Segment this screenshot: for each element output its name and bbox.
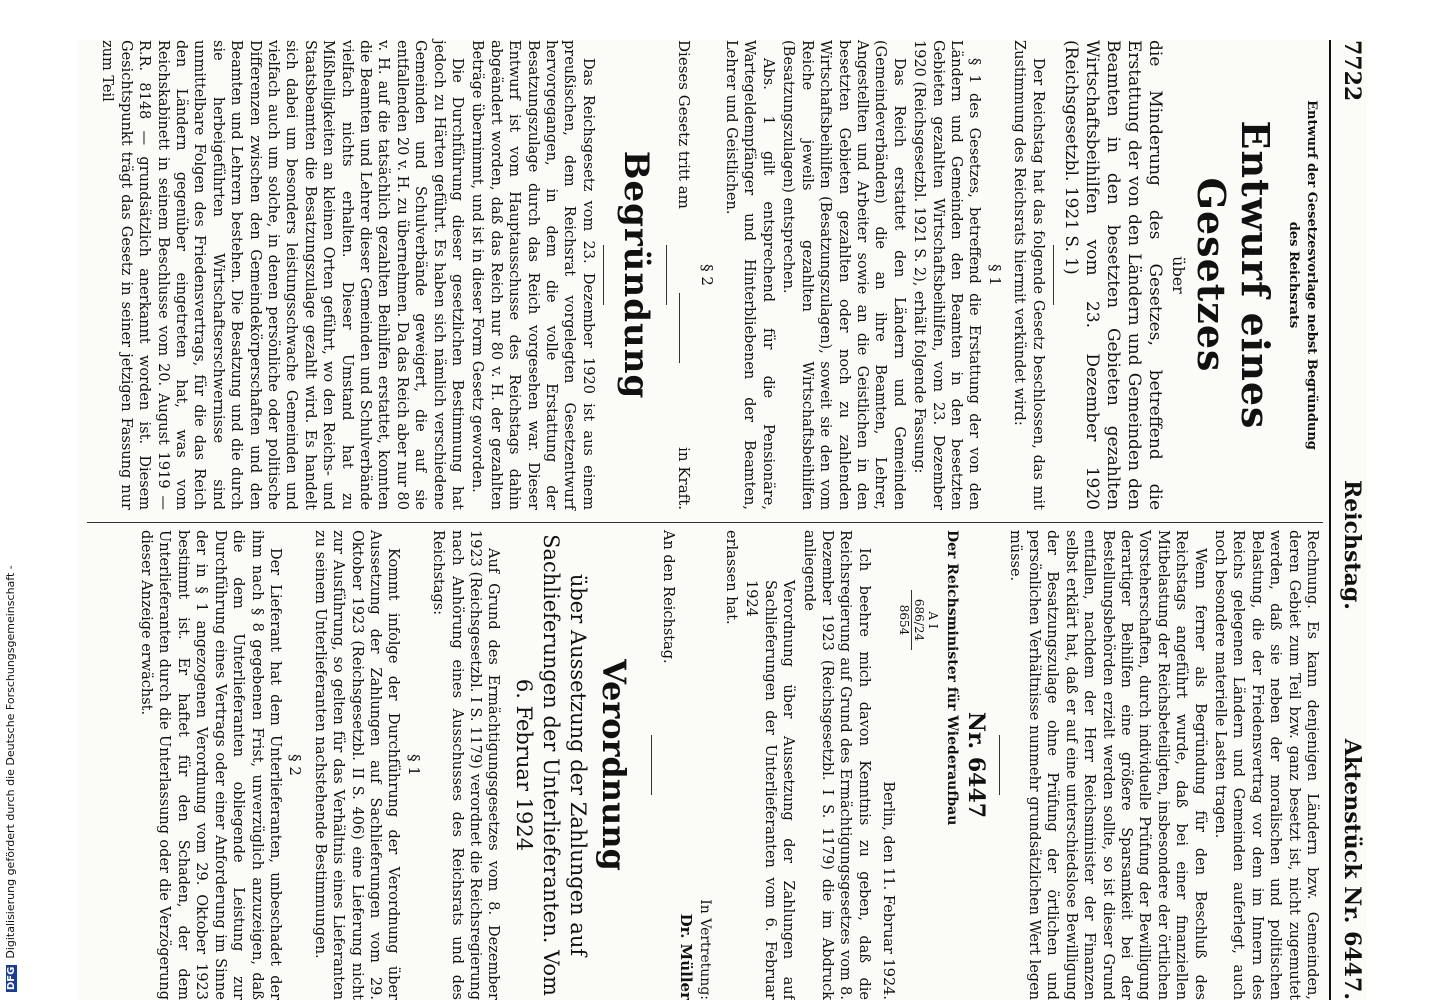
paragraph-sign-1: § 1 — [985, 264, 1004, 286]
inkraft-left: Dieses Gesetz tritt am — [675, 40, 694, 209]
document-number: Nr. 6447 — [963, 711, 990, 819]
left-column — [96, 40, 1321, 510]
signer-name: Dr. Müller — [677, 913, 696, 1000]
verordnung-title: Verordnung — [595, 659, 634, 871]
file-reference-top: A I 686/24 — [912, 598, 941, 642]
paragraph-sign-2: § 2 — [697, 264, 716, 286]
divider — [999, 735, 1000, 795]
file-reference — [897, 590, 940, 650]
law-subtitle: die Minderung des Gesetzes, betreffend die Erstattung der von den Ländern und Gemeinden den Beamten in den besetzten Gebieten gezahlten Wirtschaftsbeihilfen vom 23. Dezember 1920 (Reichsgesetzbl. 1921 S. 1) — [1060, 40, 1165, 510]
signature-block — [677, 530, 714, 1000]
heading-small-1: Entwurf der Gesetzesvorlage nebst Begründung — [1304, 100, 1319, 450]
verordnung-text-2: Der Lieferant hat dem Unterlieferanten, unbeschadet der ihm nach § 8 gegebenen Frist, unverzüglich anzuzeigen, daß die dem Unterlieferanten obliegende Leistung zur Durchführung eines Vertrags oder einer Anforderung im Sinne der in § 1 angezogenen Verordnung vom 29. Oktober 1923 bestimmt ist. Er haftet für den Schaden, der dem Unterlieferanten durch die Unterlassung oder die Verzögerung dieser Anzeige erwächst. — [138, 530, 283, 1000]
continuation-paragraph: Rechnung. Es kann denjenigen Ländern bzw. Gemeinden, deren Gebiet zum Teil bzw. ganz besetzt ist, nicht zugemutet werden, daß sie neben der moralischen und politischen Belastung, die der Friedensvertrag vor dem im Innern des Reichs gelegenen Ländern und Gemeinden auferlegt, auch noch besondere materielle Lasten tragen. — [1211, 530, 1320, 1000]
divider — [651, 735, 652, 795]
begruendung-paragraph-2: Die Durchführung dieser gesetzlichen Bestimmung hat jedoch zu Härten geführt. Es haben sich nämlich verschiedene Gemeinden und Schulverbände geweigert, die auf sie entfallenden 20 v. H. zu übernehmen. Da das Reich aber nur 80 v. H. auf die tatsächlich gezahlten Beihilfen erstattet, konnten die Beamten und Lehrer dieser Gemeinden und Schulverbände vielfach nichts erhalten. Dieser Umstand hat zu Mißhelligkeiten an kleinen Orten geführt, wo den Reichs- und Staatsbeamten die Besatzungszulage gezahlt wird. Es handelt sich dabei um besonders leistungsschwache Gemeinden und vielfach auch um solche, in denen persönliche oder politische Differenzen zwischen den Gemeindekörperschaften und den Beamten und Lehrern bestehen. Die Besatzung und die durch sie herbeigeführten Wirtschaftserschwernisse sind unmittelbare Folgen des Friedensvertrags, für die das Reich den Ländern gegenüber eingetreten hat, was vom Reichskabinett in seinem Beschlusse vom 20. August 1919 — R.R. 8148 — grundsätzlich anerkannt worden ist. Diesem Gesichtspunkt trägt das Gesetz in seiner jetzigen Fassung nur zum Teil — [99, 40, 466, 510]
entry-into-force — [675, 40, 693, 510]
divider — [666, 245, 667, 305]
letter-text: Ich beehre mich davon Kenntnis zu geben, daß die Reichsregierung auf Grund des Ermächtigungsgesetzes vom 8. Dezember 1923 (Reichsgesetzbl. I S. 1179) die im Abdruck anliegende — [800, 530, 872, 1000]
date-blank — [679, 293, 693, 363]
ueber-label: über — [1169, 256, 1188, 294]
verordnung-paragraph-sign-1: § 1 — [404, 754, 423, 776]
continuation-paragraph-2: Wenn ferner als Begründung für den Beschluß des Reichstags angeführt wurde, daß bei einer finanziellen Mitbelastung der Reichsbeteiligten, insbesondere der örtlichen Vorsteherschaften, durch individuelle Prüfung der Bewilligung derartiger Beihilfen eine größere Sparsamkeit bei der Bestellungsbehörden erzielt werden sollte, so ist dieser Grund entfallen, nachdem der Herr Reichsminister der Finanzen selbst erklärt hat, daß er auf eine unterschiedslose Bewilligung der Besatzungszulage ohne Prüfung der örtlichen und persönlichen Verhältnisse nunmehr grundsätzlichen Wert legen müsse. — [1007, 530, 1208, 1000]
letter-block: Verordnung über Aussetzung der Zahlungen auf Sachlieferungen der Unterlieferanten vom 6. Februar 1924 — [743, 580, 797, 1000]
inkraft-right: in Kraft. — [675, 447, 694, 510]
begruendung-title: Begründung — [615, 150, 656, 400]
law-text-3: Abs. 1 gilt entsprechend für die Pensionäre, Wartegeldempfänger und Hinterbliebenen der Beamten, Lehrer und Geistlichen. — [723, 40, 776, 510]
in-vertretung: In Vertretung: — [696, 899, 713, 1000]
dfg-logo: DFG — [6, 966, 17, 990]
running-head — [1329, 40, 1367, 1000]
intro-paragraph: Der Reichstag hat das folgende Gesetz beschlossen, das mit Zustimmung des Reichsrats hiermit verkündet wird: — [1011, 40, 1046, 510]
heading-small-2: des Reichsrats — [1286, 221, 1301, 329]
law-title: Entwurf eines Gesetzes — [1189, 120, 1278, 430]
verordnung-text-1: Kommt infolge der Durchführung der Verordnung über Aussetzung der Zahlungen auf Sachlieferungen vom 29. Oktober 1923 (Reichsgesetzbl. II S. 406) eine Lieferung nicht zur Ausführung, so gelten für das Verhältnis eines Lieferanten zu seinem Unterlieferanten nachstehende Bestimmungen. — [311, 530, 402, 1000]
page-number: 7722 — [1339, 40, 1365, 102]
running-head-title: Reichstag. — [1339, 480, 1365, 610]
erlassen-text: erlassen hat. — [723, 530, 740, 625]
dateline: Berlin, den 11. Februar 1924. — [880, 781, 897, 1000]
law-text-2: Das Reich erstattet den Ländern und Gemeinden (Gemeindeverbänden) die an ihre Beamten, Lehrer, Angestellten und Arbeiter sowie an die Geistlichen in den besetzten Gebieten gezahlten oder noch zu zahlenden Wirtschaftsbeihilfen (Besatzungszulagen), soweit sie den vom Reiche jeweils gezahlten Wirtschaftsbeihilfen (Besatzungszulagen) entsprechen. — [780, 40, 907, 510]
file-reference-bottom: 8654 — [897, 590, 912, 650]
right-column — [135, 530, 1321, 1000]
column-divider — [87, 522, 1323, 523]
credit-text: Digitalisierung gefördert durch die Deutsche Forschungsgemeinschaft - — [4, 565, 17, 959]
document-reference: Aktenstück Nr. 6447. — [1339, 738, 1365, 1000]
document-page — [77, 40, 1367, 1000]
verordnung-paragraph-sign-2: § 2 — [286, 754, 305, 776]
divider — [603, 245, 604, 305]
addressee: An den Reichstag. — [659, 530, 676, 664]
digitization-credit — [4, 565, 17, 992]
divider — [1053, 245, 1054, 305]
verordnung-subtitle: über Aussetzung der Zahlungen auf Sachlieferungen der Unterlieferanten. Vom 6. Februar 1924 — [512, 534, 591, 996]
verordnung-intro: Auf Grund des Ermächtigungsgesetzes vom 8. Dezember 1923 (Reichsgesetzbl. I S. 1179) verordnet die Reichsregierung nach Anhörung eines Ausschusses des Reichsrats und des Reichstags: — [430, 530, 502, 1000]
law-text-1: § 1 des Gesetzes, betreffend die Erstattung der von den Ländern und Gemeinden den Beamten in den besetzten Gebieten gezahlten Wirtschaftsbeihilfen, vom 23. Dezember 1920 (Reichsgesetzbl. 1921 S. 2), erhält folgende Fassung: — [911, 40, 983, 510]
minister-heading: Der Reichsminister für Wiederaufbau — [943, 530, 960, 826]
begruendung-paragraph-1: Das Reichsgesetz vom 23. Dezember 1920 ist aus einem preußischen, dem Reichsrat vorgelegten Gesetzentwurf hervorgegangen, in dem die volle Erstattung der Besatzungszulage durch das Reich vorgesehen war. Dieser Entwurf ist vom Hauptausschusse des Reichstags dahin abgeändert worden, daß das Reich nur 80 v. H. der gezahlten Beträge übernimmt, und ist in dieser Form Gesetz geworden. — [469, 40, 596, 510]
